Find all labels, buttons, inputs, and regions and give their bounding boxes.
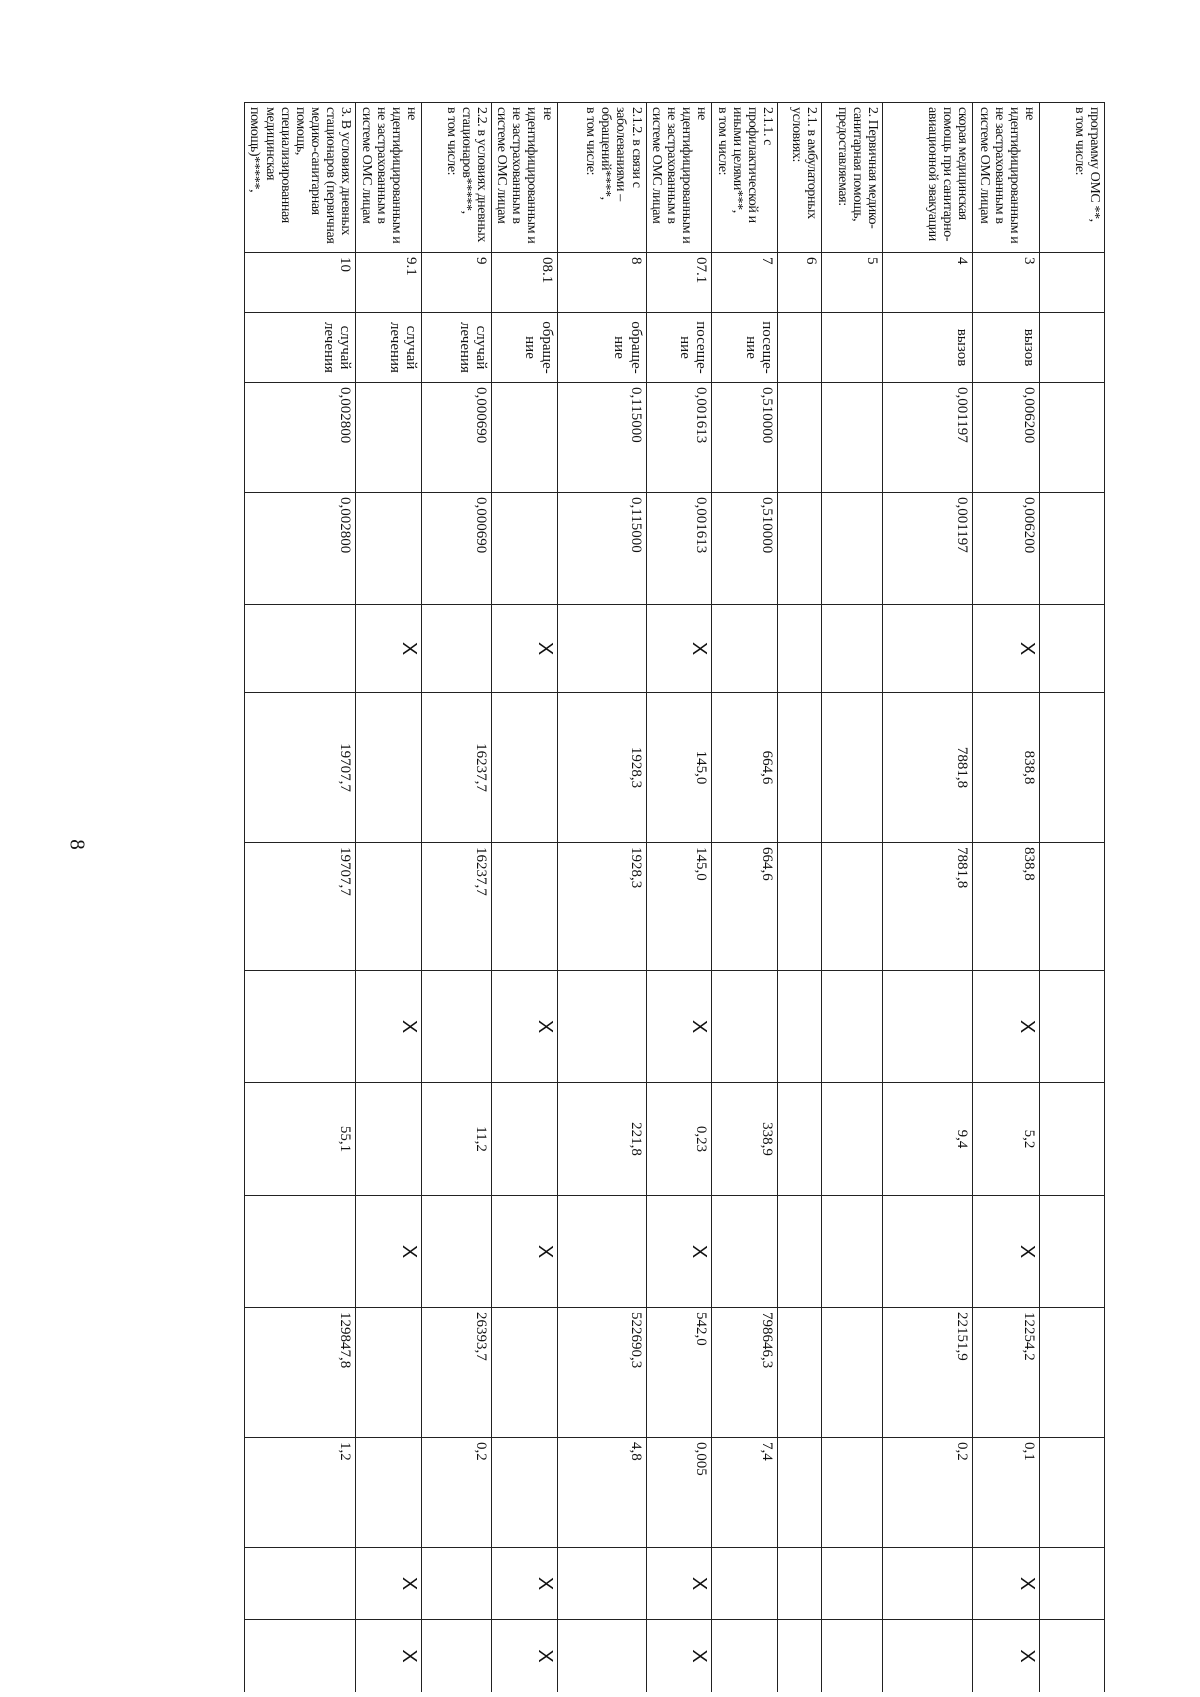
value-cell: 0,005 <box>646 1438 711 1548</box>
x-mark: X <box>492 1196 557 1308</box>
value-cell <box>492 1083 557 1196</box>
x-mark <box>245 1620 356 1693</box>
x-mark <box>557 971 646 1083</box>
value-cell: 19707,7 <box>245 693 356 843</box>
row-code: 9.1 <box>356 253 422 313</box>
value-cell: 0,006200 <box>973 383 1040 493</box>
row-name: не идентифицированным и не застрахованным в системе ОМС лицам <box>646 103 711 253</box>
x-mark <box>245 1548 356 1620</box>
value-cell <box>356 1438 422 1548</box>
x-mark: X <box>356 1196 422 1308</box>
x-mark <box>557 1620 646 1693</box>
value-cell <box>356 1308 422 1438</box>
x-mark <box>422 1196 492 1308</box>
row-code: 8 <box>557 253 646 313</box>
x-mark <box>557 605 646 693</box>
x-mark: X <box>646 605 711 693</box>
x-mark <box>1040 605 1105 693</box>
unit-cell: случай лечения <box>422 313 492 383</box>
row-name: 2. Первичная медико-санитарная помощь, предоставляемая: <box>822 103 883 253</box>
value-cell <box>778 1308 822 1438</box>
value-cell: 7881,8 <box>883 843 973 971</box>
value-cell: 0,2 <box>422 1438 492 1548</box>
x-mark <box>1040 971 1105 1083</box>
value-cell <box>492 693 557 843</box>
x-mark <box>883 1196 973 1308</box>
x-mark <box>822 971 883 1083</box>
value-cell <box>1040 1308 1105 1438</box>
value-cell: 0,002800 <box>245 493 356 605</box>
x-mark: X <box>356 605 422 693</box>
value-cell <box>356 1083 422 1196</box>
table-row <box>492 103 557 1693</box>
x-mark <box>245 1196 356 1308</box>
value-cell: 0,115000 <box>557 383 646 493</box>
value-cell: 145,0 <box>646 843 711 971</box>
row-name: скорая медицинская помощь при санитарно-авиационной эвакуации <box>883 103 973 253</box>
unit-cell: вызов <box>883 313 973 383</box>
x-mark: X <box>646 1196 711 1308</box>
x-mark <box>245 971 356 1083</box>
value-cell: 0,000690 <box>422 383 492 493</box>
row-code: 4 <box>883 253 973 313</box>
value-cell: 0,23 <box>646 1083 711 1196</box>
value-cell <box>822 383 883 493</box>
x-mark <box>712 1196 778 1308</box>
value-cell: 0,1 <box>973 1438 1040 1548</box>
value-cell: 338,9 <box>712 1083 778 1196</box>
table-row <box>1040 103 1105 1693</box>
x-mark <box>557 1196 646 1308</box>
value-cell: 664,6 <box>712 693 778 843</box>
value-cell: 0,001197 <box>883 383 973 493</box>
value-cell: 4,8 <box>557 1438 646 1548</box>
value-cell <box>778 1083 822 1196</box>
value-cell <box>492 383 557 493</box>
value-cell: 0,115000 <box>557 493 646 605</box>
value-cell: 55,1 <box>245 1083 356 1196</box>
row-name: не идентифицированным и не застрахованным в системе ОМС лицам <box>973 103 1040 253</box>
row-name: 2.1. в амбулаторных условиях: <box>778 103 822 253</box>
table-row <box>778 103 822 1693</box>
value-cell: 0,510000 <box>712 493 778 605</box>
value-cell: 0,000690 <box>422 493 492 605</box>
x-mark <box>422 605 492 693</box>
unit-cell: посеще- ние <box>712 313 778 383</box>
value-cell: 22151,9 <box>883 1308 973 1438</box>
value-cell: 0,510000 <box>712 383 778 493</box>
x-mark: X <box>973 605 1040 693</box>
x-mark: X <box>646 971 711 1083</box>
table-row <box>646 103 711 1693</box>
x-mark <box>822 605 883 693</box>
value-cell: 0,006200 <box>973 493 1040 605</box>
value-cell <box>356 693 422 843</box>
value-cell: 16237,7 <box>422 693 492 843</box>
unit-cell <box>822 313 883 383</box>
unit-cell: вызов <box>973 313 1040 383</box>
x-mark <box>883 605 973 693</box>
value-cell: 0,001613 <box>646 493 711 605</box>
value-cell <box>492 493 557 605</box>
value-cell: 664,6 <box>712 843 778 971</box>
value-cell <box>778 383 822 493</box>
value-cell <box>1040 693 1105 843</box>
x-mark: X <box>492 605 557 693</box>
x-mark <box>778 1548 822 1620</box>
x-mark: X <box>356 971 422 1083</box>
funding-table <box>244 102 1105 1692</box>
row-name: 3. В условиях дневных стационаров (первичная медико-санитарная помощь, специализированная медицинская помощь)*****, <box>245 103 356 253</box>
value-cell: 1,2 <box>245 1438 356 1548</box>
value-cell <box>822 1438 883 1548</box>
x-mark: X <box>492 971 557 1083</box>
value-cell <box>778 843 822 971</box>
value-cell: 0,001613 <box>646 383 711 493</box>
x-mark <box>778 605 822 693</box>
x-mark <box>883 971 973 1083</box>
x-mark: X <box>646 1620 711 1693</box>
value-cell: 1928,3 <box>557 843 646 971</box>
x-mark <box>822 1548 883 1620</box>
rotated-table-wrapper <box>175 102 1105 1692</box>
row-name: не идентифицированным и не застрахованным в системе ОМС лицам <box>356 103 422 253</box>
x-mark: X <box>973 1548 1040 1620</box>
row-code: 7 <box>712 253 778 313</box>
unit-cell: случай лечения <box>356 313 422 383</box>
value-cell: 16237,7 <box>422 843 492 971</box>
x-mark <box>422 971 492 1083</box>
x-mark <box>245 605 356 693</box>
value-cell <box>356 493 422 605</box>
x-mark: X <box>973 971 1040 1083</box>
row-name: 2.2. в условиях дневных стационаров*****, в том числе: <box>422 103 492 253</box>
value-cell <box>822 843 883 971</box>
row-code <box>1040 253 1105 313</box>
x-mark <box>883 1620 973 1693</box>
value-cell <box>1040 1438 1105 1548</box>
table-row <box>883 103 973 1693</box>
value-cell: 11,2 <box>422 1083 492 1196</box>
table-row <box>973 103 1040 1693</box>
value-cell <box>778 1438 822 1548</box>
x-mark: X <box>356 1548 422 1620</box>
row-name: 2.1.2. в связи с заболеваниями – обращений****, в том числе: <box>557 103 646 253</box>
x-mark <box>822 1196 883 1308</box>
table-row <box>557 103 646 1693</box>
value-cell: 129847,8 <box>245 1308 356 1438</box>
value-cell: 26393,7 <box>422 1308 492 1438</box>
x-mark <box>712 971 778 1083</box>
x-mark: X <box>973 1196 1040 1308</box>
value-cell: 7,4 <box>712 1438 778 1548</box>
row-name: не идентифицированным и не застрахованным в системе ОМС лицам <box>492 103 557 253</box>
x-mark <box>712 605 778 693</box>
table-row <box>245 103 356 1693</box>
row-code: 07.1 <box>646 253 711 313</box>
x-mark: X <box>492 1548 557 1620</box>
x-mark: X <box>973 1620 1040 1693</box>
value-cell <box>492 1438 557 1548</box>
value-cell: 19707,7 <box>245 843 356 971</box>
page-number: 8 <box>65 839 90 850</box>
value-cell: 0,2 <box>883 1438 973 1548</box>
value-cell <box>492 1308 557 1438</box>
row-name: 2.1.1. с профилактической и иными целями***, в том числе: <box>712 103 778 253</box>
x-mark <box>557 1548 646 1620</box>
unit-cell: обраще- ние <box>557 313 646 383</box>
unit-cell <box>1040 313 1105 383</box>
x-mark <box>778 1620 822 1693</box>
unit-cell <box>778 313 822 383</box>
x-mark <box>422 1620 492 1693</box>
value-cell: 7881,8 <box>883 693 973 843</box>
value-cell <box>778 493 822 605</box>
row-code: 3 <box>973 253 1040 313</box>
value-cell: 9,4 <box>883 1083 973 1196</box>
value-cell <box>778 693 822 843</box>
value-cell <box>1040 383 1105 493</box>
unit-cell: обраще- ние <box>492 313 557 383</box>
value-cell <box>822 1083 883 1196</box>
table-row <box>422 103 492 1693</box>
x-mark <box>712 1620 778 1693</box>
x-mark: X <box>356 1620 422 1693</box>
unit-cell: посеще- ние <box>646 313 711 383</box>
value-cell: 0,002800 <box>245 383 356 493</box>
row-code: 6 <box>778 253 822 313</box>
table-row <box>712 103 778 1693</box>
unit-cell: случай лечения <box>245 313 356 383</box>
x-mark <box>778 1196 822 1308</box>
table-row <box>356 103 422 1693</box>
x-mark <box>422 1548 492 1620</box>
x-mark <box>712 1548 778 1620</box>
value-cell: 5,2 <box>973 1083 1040 1196</box>
value-cell: 221,8 <box>557 1083 646 1196</box>
x-mark <box>1040 1620 1105 1693</box>
value-cell: 0,001197 <box>883 493 973 605</box>
x-mark <box>822 1620 883 1693</box>
value-cell <box>356 383 422 493</box>
row-code: 08.1 <box>492 253 557 313</box>
row-code: 5 <box>822 253 883 313</box>
table-viewport <box>175 102 1105 1692</box>
value-cell <box>356 843 422 971</box>
table-row <box>822 103 883 1693</box>
row-name: программу ОМС **, в том числе: <box>1040 103 1105 253</box>
value-cell <box>822 1308 883 1438</box>
x-mark <box>1040 1548 1105 1620</box>
value-cell: 1928,3 <box>557 693 646 843</box>
value-cell <box>1040 1083 1105 1196</box>
row-code: 9 <box>422 253 492 313</box>
x-mark <box>778 971 822 1083</box>
value-cell: 522690,3 <box>557 1308 646 1438</box>
value-cell: 838,8 <box>973 843 1040 971</box>
value-cell: 145,0 <box>646 693 711 843</box>
x-mark: X <box>646 1548 711 1620</box>
value-cell <box>1040 843 1105 971</box>
row-code: 10 <box>245 253 356 313</box>
value-cell: 798646,3 <box>712 1308 778 1438</box>
x-mark: X <box>492 1620 557 1693</box>
x-mark <box>883 1548 973 1620</box>
value-cell <box>492 843 557 971</box>
value-cell <box>1040 493 1105 605</box>
value-cell <box>822 693 883 843</box>
value-cell: 838,8 <box>973 693 1040 843</box>
value-cell: 542,0 <box>646 1308 711 1438</box>
value-cell <box>822 493 883 605</box>
x-mark <box>1040 1196 1105 1308</box>
value-cell: 12254,2 <box>973 1308 1040 1438</box>
